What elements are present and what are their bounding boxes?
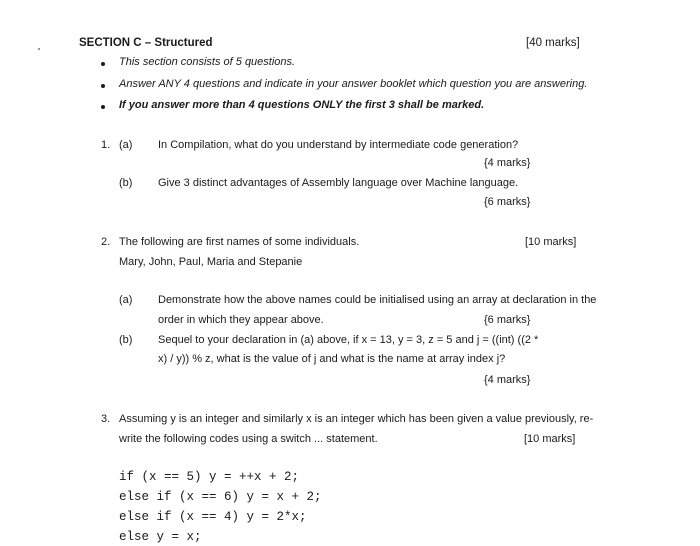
q3-line2: write the following codes using a switch ... statement. <box>119 433 378 445</box>
q1-a-text: In Compilation, what do you understand by intermediate code generation? <box>158 139 519 151</box>
q2-b-label: (b) <box>119 334 133 346</box>
q2-a-line1: Demonstrate how the above names could be initialised using an array at declaration in the <box>158 294 597 306</box>
q2-a-marks: {6 marks} <box>484 314 531 326</box>
q3-number: 3. <box>101 413 111 425</box>
code-line: else if (x == 4) y = 2*x; <box>119 510 307 524</box>
code-line: if (x == 5) y = ++x + 2; <box>119 470 300 484</box>
q2-marks: [10 marks] <box>525 236 577 248</box>
section-title: SECTION C – Structured <box>79 37 213 49</box>
q2-intro: The following are first names of some individuals. <box>119 236 360 248</box>
instruction-3: If you answer more than 4 questions ONLY the first 3 shall be marked. <box>119 99 485 111</box>
bullet-dot <box>101 84 105 88</box>
bullet-dot <box>101 105 105 109</box>
code-line: else y = x; <box>119 530 202 544</box>
q1-a-marks: {4 marks} <box>484 157 531 169</box>
q2-b-line1: Sequel to your declaration in (a) above, if x = 13, y = 3, z = 5 and j = ((int) ((2 * <box>158 334 539 346</box>
q3-marks: [10 marks] <box>524 433 576 445</box>
section-marks: [40 marks] <box>526 37 580 49</box>
q1-b-marks: {6 marks} <box>484 196 531 208</box>
q1-b-text: Give 3 distinct advantages of Assembly language over Machine language. <box>158 177 519 189</box>
instruction-2: Answer ANY 4 questions and indicate in your answer booklet which question you are answering. <box>119 78 588 90</box>
q2-names: Mary, John, Paul, Maria and Stepanie <box>119 256 303 268</box>
q2-number: 2. <box>101 236 111 248</box>
bullet-dot <box>101 62 105 66</box>
q1-a-label: (a) <box>119 139 133 151</box>
scan-speck <box>38 48 40 50</box>
q1-b-label: (b) <box>119 177 133 189</box>
code-line: else if (x == 6) y = x + 2; <box>119 490 322 504</box>
q1-number: 1. <box>101 139 111 151</box>
q2-b-marks: {4 marks} <box>484 374 531 386</box>
q2-a-line2: order in which they appear above. <box>158 314 324 326</box>
q2-b-line2: x) / y)) % z, what is the value of j and what is the name at array index j? <box>158 353 506 365</box>
q3-line1: Assuming y is an integer and similarly x is an integer which has been given a value previously, re- <box>119 413 594 425</box>
instruction-1: This section consists of 5 questions. <box>119 56 296 68</box>
q2-a-label: (a) <box>119 294 133 306</box>
